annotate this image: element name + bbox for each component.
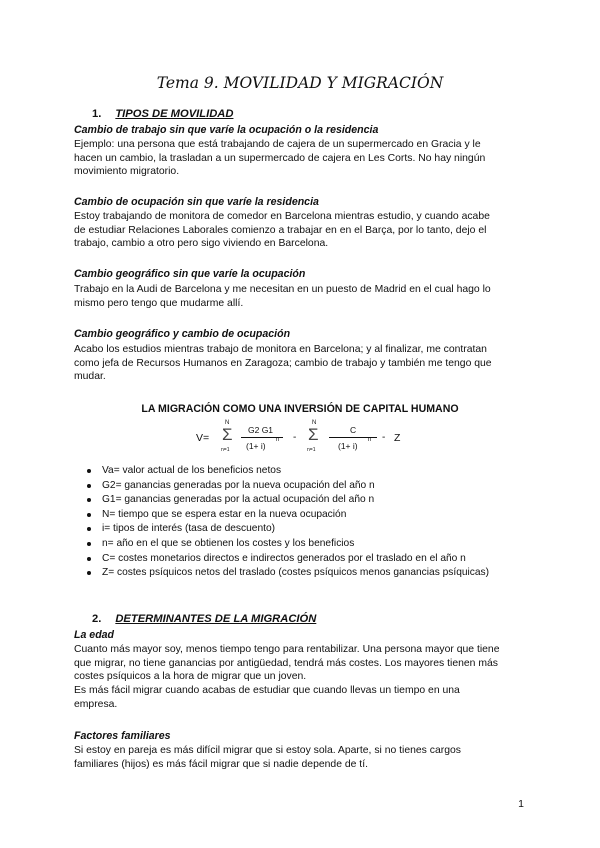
block-heading: Cambio geográfico sin que varíe la ocupación xyxy=(74,268,306,280)
text-line: Cuanto más mayor soy, menos tiempo tengo para rentabilizar. Una persona mayor que tiene xyxy=(74,644,500,655)
list-item-text: Z= costes psíquicos netos del traslado (costes psíquicos menos ganancias psíquicas) xyxy=(102,567,490,579)
text-line: movimiento migratorio. xyxy=(74,166,180,178)
list-item xyxy=(88,464,528,478)
list-item-text: G2= ganancias generadas por la nueva ocupación del año n xyxy=(102,479,375,491)
formula-exponent-2: n xyxy=(368,437,372,443)
section-1-number: 1. xyxy=(92,108,102,120)
formula-denominator-1: (1+ i) xyxy=(246,441,266,451)
paragraph xyxy=(74,283,526,310)
text-line: Estoy trabajando de monitora de comedor en Barcelona mientras estudio, y cuando acabe xyxy=(74,211,490,222)
paragraph xyxy=(74,343,526,384)
formula-sum-bottom: n=1 xyxy=(307,447,316,453)
section-2-number: 2. xyxy=(92,613,102,625)
formula-v: V= xyxy=(196,432,210,444)
list-item-text: n= año en el que se obtienen los costes y los beneficios xyxy=(102,537,355,549)
paragraph xyxy=(74,744,526,771)
bullet-icon xyxy=(87,498,91,502)
list-item xyxy=(88,508,528,522)
list-item-text: i= tipos de interés (tasa de descuento) xyxy=(102,523,276,535)
formula-denominator-2: (1+ i) xyxy=(338,441,358,451)
list-item-text: G1= ganancias generadas por la actual ocupación del año n xyxy=(102,494,375,506)
paragraph xyxy=(74,643,526,712)
text-line: hacen un cambio, la trasladan a un supermercado de cajera en Les Corts. No hay ningún xyxy=(74,152,486,164)
list-item-text: Va= valor actual de los beneficios netos xyxy=(102,465,282,476)
text-line: Trabajo en la Audi de Barcelona y me necesitan en un puesto de Madrid en el cual hago lo xyxy=(74,284,491,295)
page-number: 1 xyxy=(518,798,524,810)
formula-sum-symbol: Σ xyxy=(308,425,319,444)
text-line: trabajo, cambio a otro pero sigo viviendo en Barcelona. xyxy=(74,238,329,250)
list-item xyxy=(88,566,528,580)
page-title: Tema 9. MOVILIDAD Y MIGRACIÓN xyxy=(156,74,444,92)
text-line: Ejemplo: una persona que está trabajando de cajera de un supermercado en Gracia y le xyxy=(74,139,481,150)
section-1-heading xyxy=(92,108,233,120)
bullet-icon xyxy=(87,469,91,473)
formula-numerator-2: C xyxy=(350,425,357,435)
block-heading: Cambio geográfico y cambio de ocupación xyxy=(74,328,291,340)
formula-sum-symbol: Σ xyxy=(222,425,233,444)
bullet-icon xyxy=(87,527,91,531)
section-1-title: TIPOS DE MOVILIDAD xyxy=(115,108,234,120)
section-2-title: DETERMINANTES DE LA MIGRACIÓN xyxy=(115,613,317,625)
list-item xyxy=(88,537,528,551)
text-line: costes psíquicos a la hora de migrar que un joven. xyxy=(74,671,307,683)
list-item xyxy=(88,479,528,493)
formula-exponent-1: n xyxy=(276,437,280,443)
paragraph xyxy=(74,210,526,251)
bullet-icon xyxy=(87,571,91,575)
list-item xyxy=(88,552,528,566)
block-heading: Cambio de trabajo sin que varíe la ocupación o la residencia xyxy=(74,124,379,136)
list-item xyxy=(88,493,528,507)
block-heading: Cambio de ocupación sin que varíe la residencia xyxy=(74,196,319,208)
list-item-text: C= costes monetarios directos e indirectos generados por el traslado en el año n xyxy=(102,552,466,564)
text-line: como jefa de Recursos Humanos en Zaragoza; cambio de trabajo y también me tengo que xyxy=(74,357,492,369)
paragraph xyxy=(74,138,526,179)
formula-sum-top: N xyxy=(312,420,317,426)
variable-definitions-list xyxy=(88,464,528,581)
text-line: mismo pero tengo que mudarme allí. xyxy=(74,297,244,309)
list-item-text: N= tiempo que se espera estar en la nueva ocupación xyxy=(102,508,347,520)
section-2-heading xyxy=(92,613,316,625)
capital-heading: LA MIGRACIÓN COMO UNA INVERSIÓN DE CAPITAL HUMANO xyxy=(141,403,459,415)
bullet-icon xyxy=(87,557,91,561)
present-value-formula xyxy=(196,420,416,460)
formula-sum-top: N xyxy=(225,420,230,426)
list-item xyxy=(88,522,528,536)
text-line: de estudiar Relaciones Laborales comienzo a trabajar en en el Barça, por lo tanto, dejo el xyxy=(74,224,487,236)
formula-numerator-1: G2 G1 xyxy=(248,425,274,435)
bullet-icon xyxy=(87,513,91,517)
bullet-icon xyxy=(87,484,91,488)
text-line: Acabo los estudios mientras trabajo de monitora en Barcelona; y al finalizar, me contratan xyxy=(74,344,487,355)
text-line: mudar. xyxy=(74,371,106,383)
formula-z: Z xyxy=(394,432,401,444)
text-line: que migrar, no tiene ganancias por antigüedad, tendrá más costes. Los mayores tienen más xyxy=(74,657,498,669)
text-line: Si estoy en pareja es más difícil migrar que si estoy sola. Aparte, si no tienes cargos xyxy=(74,745,461,756)
bullet-icon xyxy=(87,542,91,546)
formula-sum-bottom: n=1 xyxy=(221,447,230,453)
text-line: Es más fácil migrar cuando acabas de estudiar que cuando llevas un tiempo en una xyxy=(74,685,460,697)
block-heading: Factores familiares xyxy=(74,730,171,742)
text-line: familiares (hijos) es más fácil migrar que si nadie depende de tí. xyxy=(74,758,368,770)
formula-minus: - xyxy=(293,432,297,443)
formula-minus: - xyxy=(382,432,386,443)
text-line: empresa. xyxy=(74,698,118,710)
block-heading: La edad xyxy=(74,629,115,641)
